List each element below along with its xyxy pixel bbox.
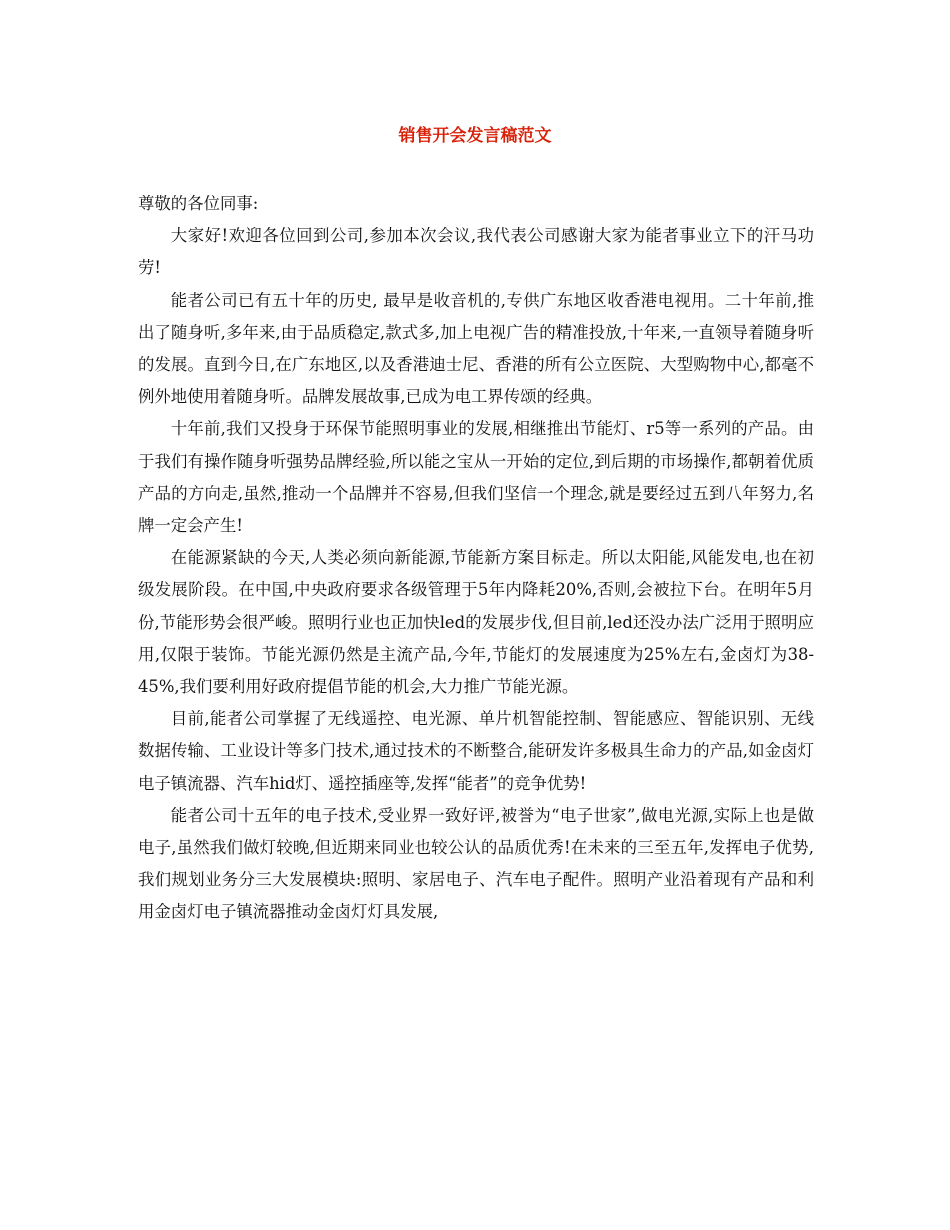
paragraph-energy-situation: 在能源紧缺的今天,人类必须向新能源,节能新方案目标走。所以太阳能,风能发电,也在初级发展阶段。在中国,中央政府要求各级管理于5年内降耗20%,否则,会被拉下台。在明年5月份,节能形势会很严峻。照明行业也正加快led的发展步伐,但目前,led还没办法广泛用于照明应用,仅限于装饰。节能光源仍然是主流产品,今年,节能灯的发展速度为25%左右,金卤灯为38-45%,我们要利用好政府提倡节能的机会,大力推广节能光源。 [138,548,814,697]
paragraph-future-plan: 能者公司十五年的电子技术,受业界一致好评,被誉为“电子世家”,做电光源,实际上也是做电子,虽然我们做灯较晚,但近期来同业也较公认的品质优秀!在未来的三至五年,发挥电子优势,我们规划业务分三大发展模块:照明、家居电子、汽车电子配件。照明产业沿着现有产品和利用金卤灯电子镇流器推动金卤灯灯具发展, [138,805,814,922]
paragraph-technologies: 目前,能者公司掌握了无线遥控、电光源、单片机智能控制、智能感应、智能识别、无线数据传输、工业设计等多门技术,通过技术的不断整合,能研发许多极具生命力的产品,如金卤灯电子镇流器、汽车hid灯、遥控插座等,发挥“能者”的竞争优势! [138,709,814,793]
paragraph-greeting: 大家好!欢迎各位回到公司,参加本次会议,我代表公司感谢大家为能者事业立下的汗马功劳! [138,226,814,278]
document-title: 销售开会发言稿范文 [398,126,552,146]
paragraph-energy-saving-business: 十年前,我们又投身于环保节能照明事业的发展,相继推出节能灯、r5等一系列的产品。由于我们有操作随身听强势品牌经验,所以能之宝从一开始的定位,到后期的市场操作,都朝着优质产品的方向走,虽然,推动一个品牌并不容易,但我们坚信一个理念,就是要经过五到八年努力,名牌一定会产生! [138,419,814,536]
paragraph-company-history: 能者公司已有五十年的历史, 最早是收音机的,专供广东地区收香港电视用。二十年前,推出了随身听,多年来,由于品质稳定,款式多,加上电视广告的精准投放,十年来,一直领导着随身听的发展。直到今日,在广东地区,以及香港迪士尼、香港的所有公立医院、大型购物中心,都毫不例外地使用着随身听。品牌发展故事,已成为电工界传颂的经典。 [138,290,814,407]
salutation: 尊敬的各位同事: [138,194,259,213]
document-body [138,188,814,929]
